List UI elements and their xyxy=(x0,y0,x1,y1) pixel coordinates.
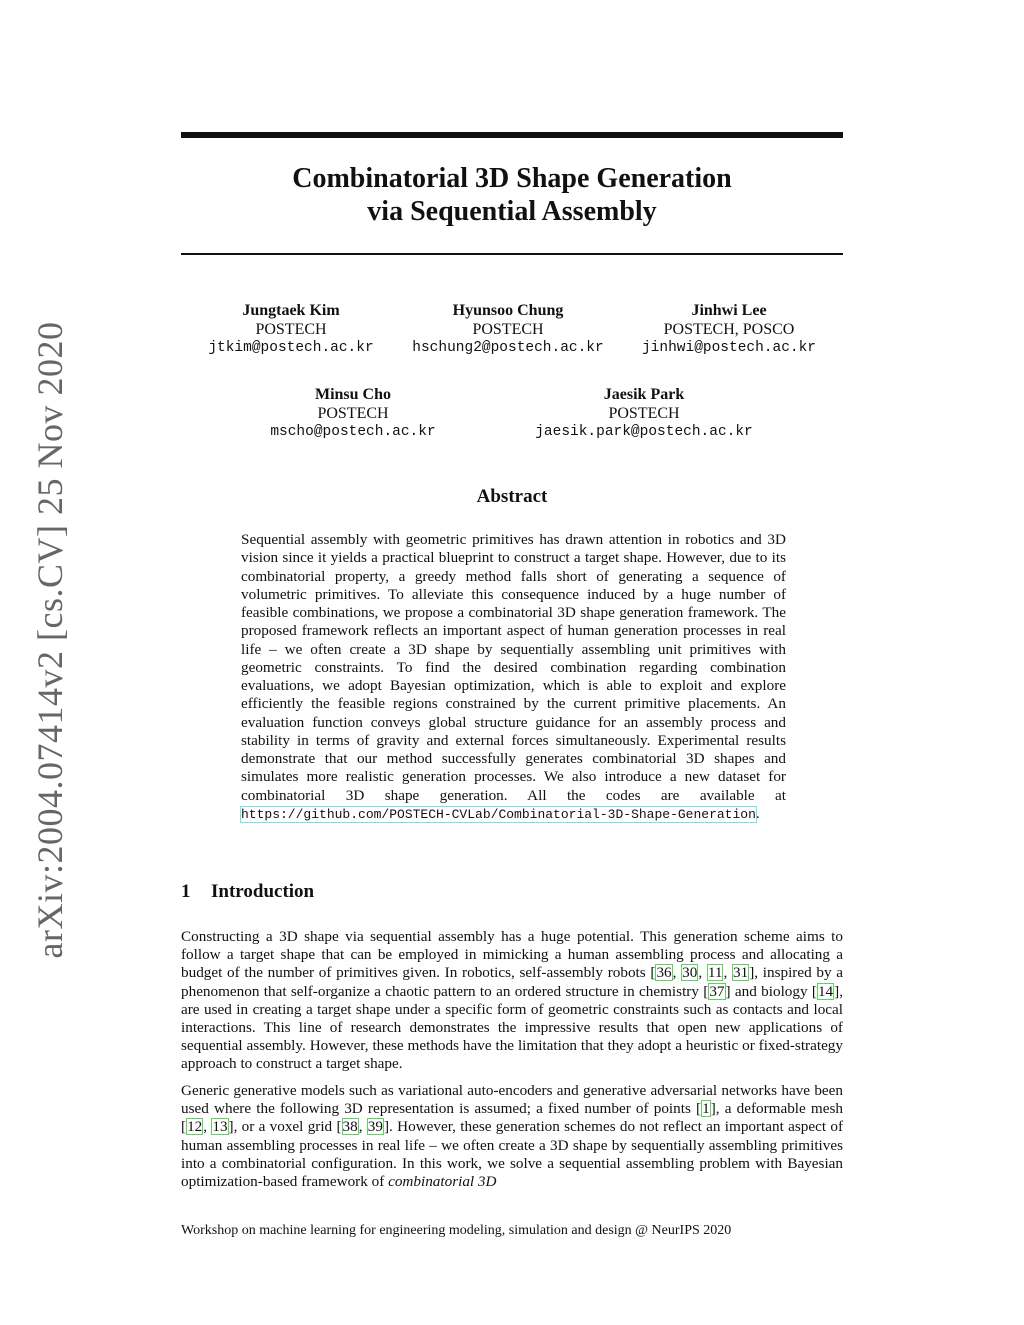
author-name: Minsu Cho xyxy=(314,386,392,403)
paragraph-text: Generic generative models such as variational auto-encoders and generative adversarial networks have been used where the following 3D representation is assumed; a fixed number of points [ xyxy=(181,1082,843,1118)
author-name: Jaesik Park xyxy=(603,386,685,403)
citation-link[interactable]: 36 xyxy=(656,964,672,982)
citation-link[interactable]: 31 xyxy=(733,964,749,982)
abstract-heading: Abstract xyxy=(476,486,548,507)
author-email[interactable]: hschung2@postech.ac.kr xyxy=(412,340,604,356)
author-block xyxy=(388,301,628,358)
arxiv-identifier: arXiv:2004.07414v2 [cs.CV] 25 Nov 2020 xyxy=(30,321,70,959)
citation-link[interactable]: 14 xyxy=(817,982,834,1000)
paragraph-text: ], a deformable mesh [ xyxy=(181,1100,843,1136)
author-email[interactable]: jaesik.park@postech.ac.kr xyxy=(535,424,753,440)
citation-link[interactable]: 37 xyxy=(709,982,725,1000)
paragraph-text: ]. However, these generation schemes do not reflect an important aspect of human assembling processes in real life – we often create a 3D shape by sequentially assembling primitives into a combinatorial configuration. In this work, we solve a sequential assembling problem with Bayesian optimization-based framework of xyxy=(181,1118,844,1191)
title-bottom-rule xyxy=(181,253,843,255)
emphasized-text: combinatorial 3D xyxy=(388,1173,497,1191)
author-affiliation: POSTECH xyxy=(255,321,327,338)
author-block xyxy=(233,385,473,442)
author-name: Jungtaek Kim xyxy=(242,302,340,319)
paragraph-text: ] and biology [ xyxy=(725,982,817,1000)
section-number: 1 xyxy=(181,881,191,902)
intro-paragraph-2: Generic generative models such as variational auto-encoders and generative adversarial networks have been used where the following 3D representation is assumed; a fixed number of points [1], a deformable mesh [12, 13], or a voxel grid [38, 39]. However, these generation schemes do not reflect an important aspect of human assembling processes in real life – we often create a 3D shape by sequentially assembling primitives into a combinatorial configuration. In this work, we solve a sequential assembling problem with Bayesian optimization-based framework of combinatorial 3D xyxy=(181,1082,844,1191)
paragraph-text: ], are used in creating a target shape under a specific form of geometric constraints such as contacts and local interactions. This line of research demonstrates the impressive results that open new applications of sequential assembly. However, these methods have the limitation that they adopt a heuristic or fixed-strategy approach to construct a target shape. xyxy=(181,982,843,1073)
author-email[interactable]: jtkim@postech.ac.kr xyxy=(208,340,374,356)
paragraph-text: Constructing a 3D shape via sequential assembly has a huge potential. This generation scheme aims to follow a target shape that can be employed in mimicking a human assembling process and allocating a budget of the number of primitives given. In robotics, self-assembly robots [ xyxy=(181,928,843,982)
author-affiliation: POSTECH xyxy=(472,321,544,338)
section-title: Introduction xyxy=(211,881,315,902)
author-block xyxy=(514,385,774,442)
venue-footer: Workshop on machine learning for engineering modeling, simulation and design @ NeurIPS 2020 xyxy=(181,1223,732,1238)
title-top-rule xyxy=(181,132,843,138)
citation-link[interactable]: 1 xyxy=(702,1100,710,1118)
citation-link[interactable]: 13 xyxy=(212,1118,228,1136)
title-line-2: via Sequential Assembly xyxy=(367,196,657,227)
paper-title xyxy=(181,162,843,228)
author-email[interactable]: jinhwi@postech.ac.kr xyxy=(641,340,817,356)
citation-link[interactable]: 38 xyxy=(342,1118,358,1136)
paragraph-text: ], inspired by a phenomenon that self-organize a chaotic pattern to an ordered structure in chemistry [ xyxy=(181,964,844,1000)
author-name: Jinhwi Lee xyxy=(691,302,767,319)
intro-paragraph-1: Constructing a 3D shape via sequential assembly has a huge potential. This generation scheme aims to follow a target shape that can be employed in mimicking a human assembling process and allocating a budget of the number of primitives given. In robotics, self-assembly robots [36, 30, 11, 31], inspired by a phenomenon that self-organize a chaotic pattern to an ordered structure in chemistry [37] and biology [14], are used in creating a target shape under a specific form of geometric constraints such as contacts and local interactions. This line of research demonstrates the impressive results that open new applications of sequential assembly. However, these methods have the limitation that they adopt a heuristic or fixed-strategy approach to construct a target shape. xyxy=(181,928,844,1073)
code-link[interactable]: https://github.com/POSTECH-CVLab/Combinatorial-3D-Shape-Generation xyxy=(241,806,756,822)
author-email[interactable]: mscho@postech.ac.kr xyxy=(270,424,436,440)
author-block xyxy=(609,301,849,358)
citation-link[interactable]: 12 xyxy=(187,1118,203,1136)
citation-link[interactable]: 11 xyxy=(707,964,723,982)
abstract-body xyxy=(241,531,786,824)
title-line-1: Combinatorial 3D Shape Generation xyxy=(292,163,732,194)
author-name: Hyunsoo Chung xyxy=(452,302,564,319)
author-block xyxy=(171,301,411,358)
author-affiliation: POSTECH xyxy=(317,405,389,422)
section-heading-introduction xyxy=(181,881,314,903)
author-affiliation: POSTECH xyxy=(608,405,680,422)
abstract-end: . xyxy=(755,804,760,822)
citation-link[interactable]: 39 xyxy=(367,1118,383,1136)
author-affiliation: POSTECH, POSCO xyxy=(663,321,795,338)
paragraph-text: ], or a voxel grid [ xyxy=(228,1118,342,1136)
abstract-text: Sequential assembly with geometric primitives has drawn attention in robotics and 3D vision since it yields a practical blueprint to construct a target shape. However, due to its combinatorial property, a greedy method falls short of generating a sequence of volumetric primitives. To alleviate this consequence induced by a huge number of feasible combinations, we propose a combinatorial 3D shape generation framework. The proposed framework reflects an important aspect of human generation processes in real life – we often create a 3D shape by sequentially assembling unit primitives with geometric constraints. To find the desired combination regarding combination evaluations, we adopt Bayesian optimization, which is able to exploit and explore efficiently the feasible regions constrained by the current primitive placements. An evaluation function conveys global structure guidance for an assembly process and stability in terms of gravity and external forces simultaneously. Experimental results demonstrate that our method successfully generates combinatorial 3D shapes and simulates more realistic generation processes. We also introduce a new dataset for combinatorial 3D shape generation. All the codes are available at xyxy=(241,531,786,804)
citation-link[interactable]: 30 xyxy=(682,964,698,982)
